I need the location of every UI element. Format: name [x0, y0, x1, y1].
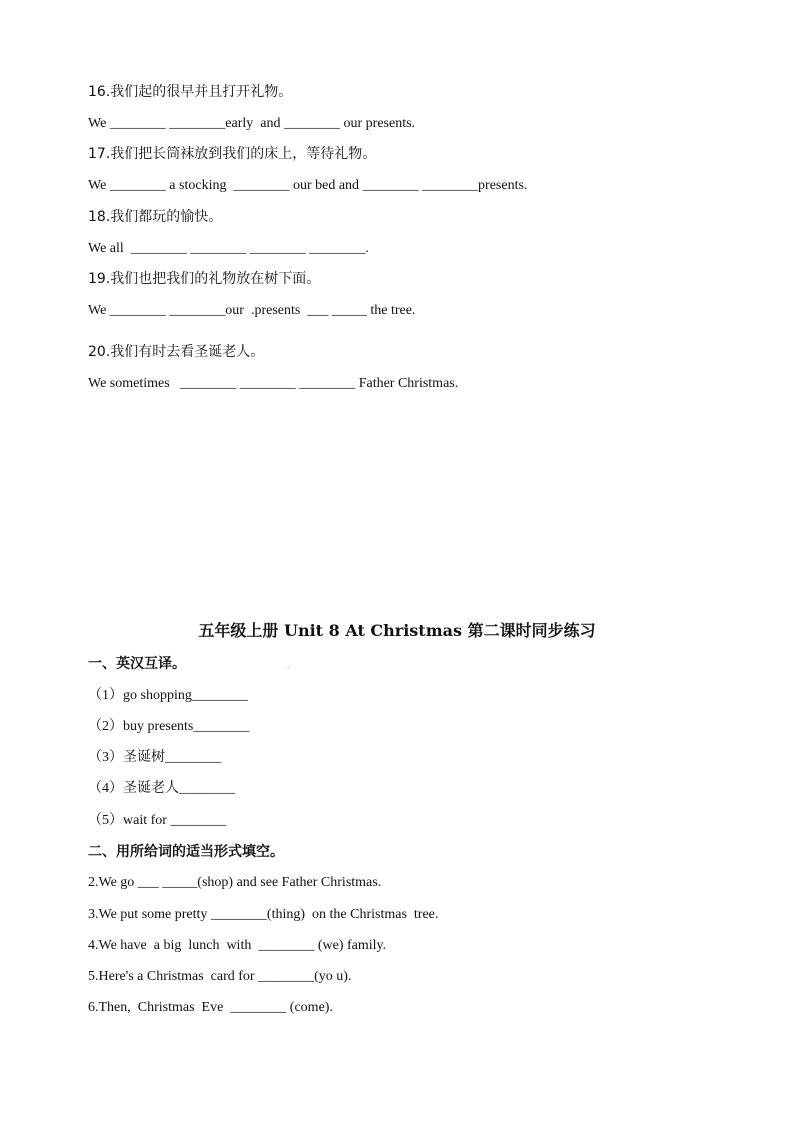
question-19-chinese: 19.我们也把我们的礼物放在树下面。 — [88, 271, 321, 287]
question-17-english: We ________ a stocking ________ our bed and ________ ________presents. — [88, 178, 528, 193]
section-1-item-4: （4）圣诞老人________ — [88, 781, 235, 796]
section-1-item-2: （2）buy presents________ — [88, 719, 250, 734]
question-19-english: We ________ ________our .presents ___ _____ the tree. — [88, 303, 416, 318]
question-18-english: We all ________ ________ ________ ________. — [88, 241, 369, 256]
section-1-item-3: （3）圣诞树________ — [88, 750, 221, 765]
section-1-item-1: （1）go shopping________ — [88, 688, 248, 703]
section-2-item-2: 2.We go ___ _____(shop) and see Father Christmas. — [88, 875, 382, 890]
stray-dot: . — [287, 660, 290, 671]
section-2-item-6: 6.Then, Christmas Eve ________ (come). — [88, 1000, 333, 1015]
question-16-chinese: 16.我们起的很早并且打开礼物。 — [88, 84, 293, 100]
section-2-item-4: 4.We have a big lunch with ________ (we) family. — [88, 938, 387, 953]
section-2-heading: 二、用所给词的适当形式填空。 — [88, 844, 284, 860]
section-2-item-5: 5.Here's a Christmas card for ________(yo u). — [88, 969, 352, 984]
question-18-chinese: 18.我们都玩的愉快。 — [88, 209, 223, 225]
section-2-item-3: 3.We put some pretty ________(thing) on the Christmas tree. — [88, 907, 439, 922]
question-16-english: We ________ ________early and ________ our presents. — [88, 116, 416, 131]
worksheet-title: 五年级上册 Unit 8 At Christmas 第二课时同步练习 — [198, 621, 596, 640]
section-1-heading: 一、英汉互译。 — [88, 656, 186, 672]
question-17-chinese: 17.我们把长筒袜放到我们的床上，等待礼物。 — [88, 146, 377, 162]
question-20-chinese: 20.我们有时去看圣诞老人。 — [88, 344, 265, 360]
question-20-english: We sometimes ________ ________ ________ Father Christmas. — [88, 376, 459, 391]
section-1-item-5: （5）wait for ________ — [88, 813, 227, 828]
